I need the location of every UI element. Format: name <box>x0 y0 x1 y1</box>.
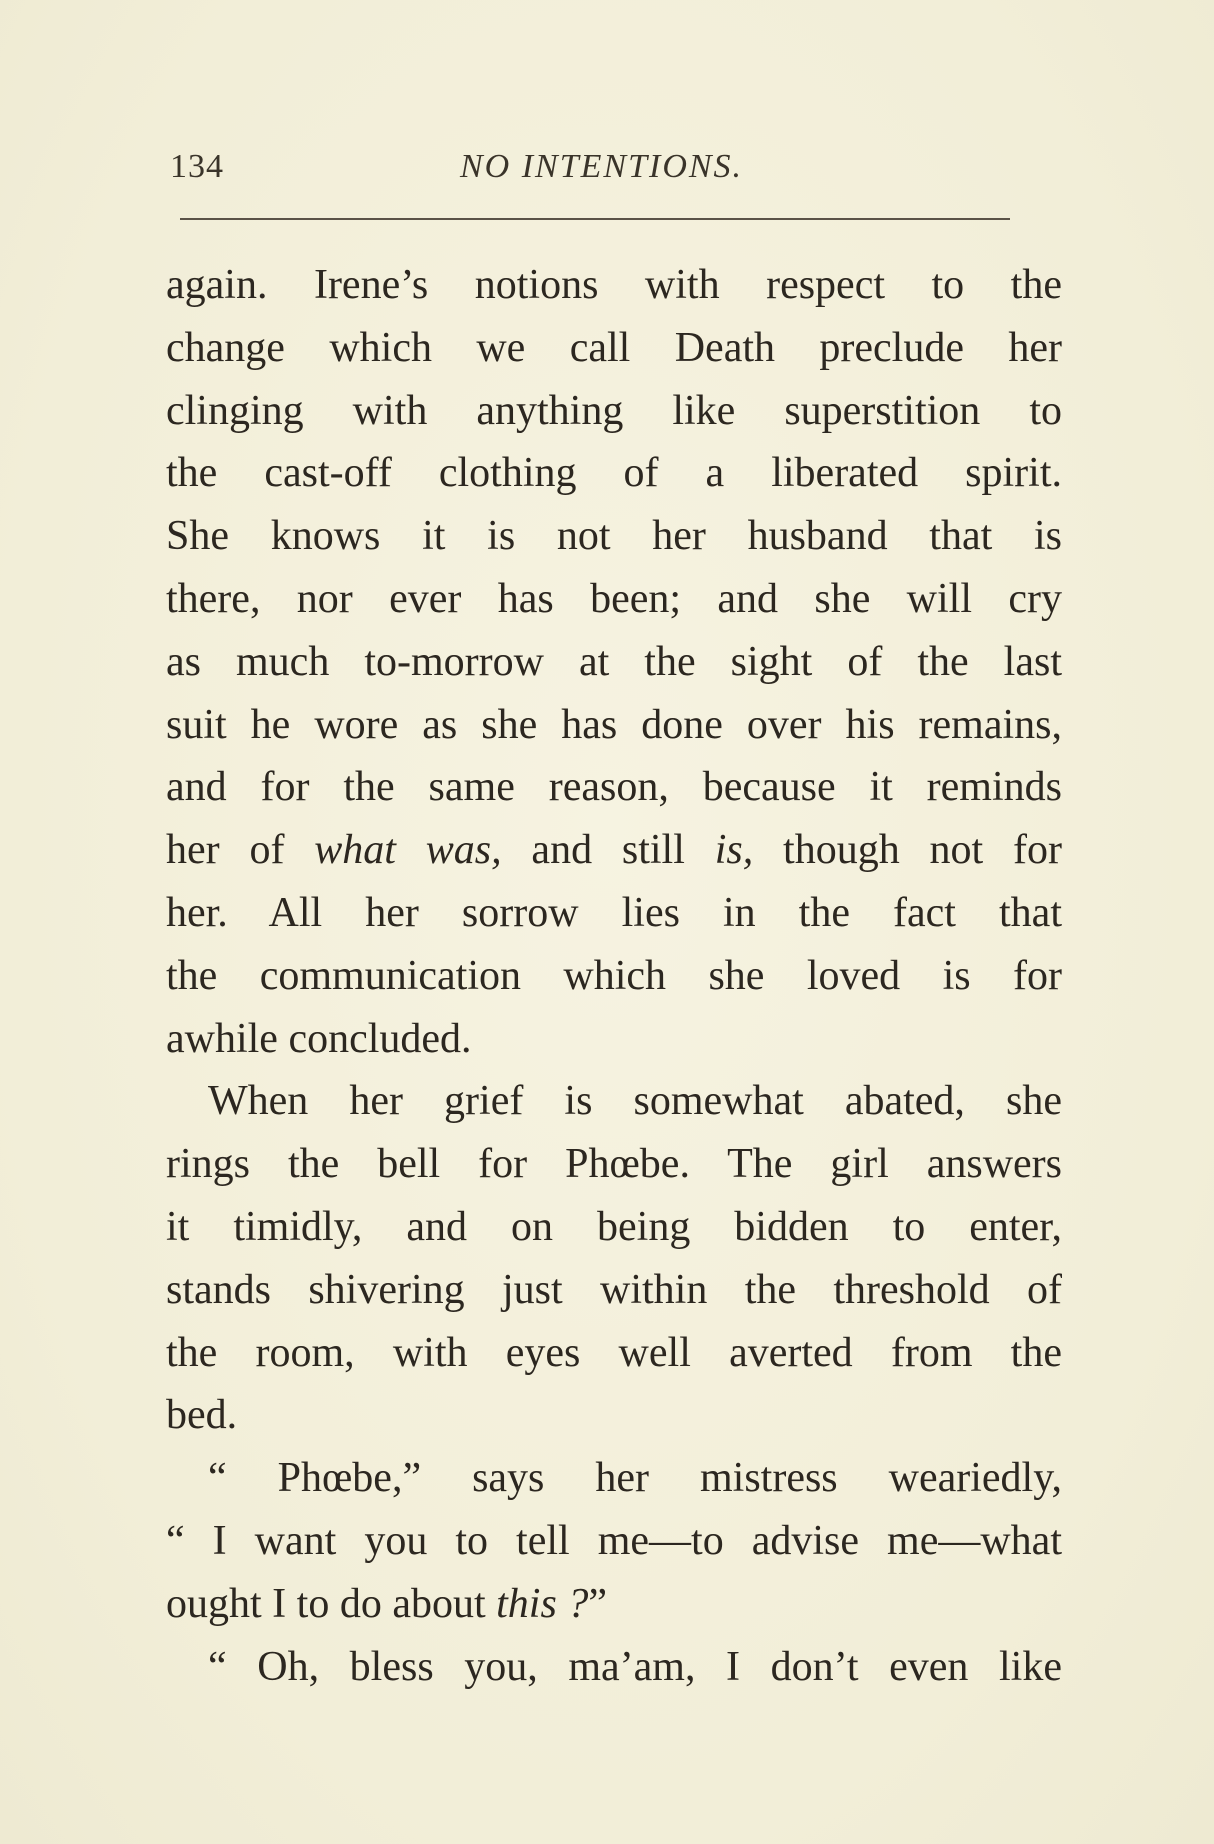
header-rule <box>180 218 1010 220</box>
text-line-with-italics <box>166 1573 1062 1636</box>
text-line: awhile concluded. <box>166 1015 472 1062</box>
text-line: stands shivering just within the threshold of <box>166 1266 1062 1313</box>
italic-text-run: this ? <box>496 1580 589 1627</box>
text-run: her of <box>166 827 315 874</box>
text-line: rings the bell for Phœbe. The girl answers <box>166 1141 1062 1188</box>
italic-text-run: is, <box>714 827 754 874</box>
italic-text-run: what was, <box>314 827 502 874</box>
page-number: 134 <box>170 148 224 185</box>
text-line: again. Irene’s notions with respect to the <box>166 262 1062 308</box>
text-run: and still <box>501 827 715 874</box>
page-header <box>170 140 1040 200</box>
text-line: it timidly, and on being bidden to enter, <box>166 1203 1062 1250</box>
text-line: the room, with eyes well averted from the <box>166 1329 1062 1376</box>
text-line: the cast-off clothing of a liberated spirit. <box>166 450 1062 497</box>
text-line: the communication which she loved is for <box>166 952 1062 999</box>
text-line: suit he wore as she has done over his remains, <box>166 701 1062 748</box>
text-line: “ I want you to tell me—to advise me—what <box>166 1517 1062 1564</box>
text-run: ought I to do about <box>166 1580 497 1627</box>
paragraph-start-line: “ Oh, bless you, ma’am, I don’t even like <box>208 1643 1062 1690</box>
text-line: She knows it is not her husband that is <box>166 513 1062 560</box>
body-text <box>166 254 1062 1698</box>
text-run: though not for <box>753 827 1062 874</box>
text-line: change which we call Death preclude her <box>166 324 1062 371</box>
text-line: there, nor ever has been; and she will cry <box>166 575 1062 622</box>
paragraph-start-line: “ Phœbe,” says her mistress weariedly, <box>208 1455 1062 1502</box>
text-line: as much to-morrow at the sight of the last <box>166 638 1062 685</box>
paragraph-start-line: When her grief is somewhat abated, she <box>208 1078 1062 1125</box>
text-line-with-italics <box>166 819 1062 882</box>
text-line: and for the same reason, because it reminds <box>166 764 1062 811</box>
running-title: NO INTENTIONS. <box>460 148 744 185</box>
text-run: ” <box>588 1580 607 1627</box>
text-line: bed. <box>166 1392 238 1439</box>
text-line: clinging with anything like superstition to <box>166 387 1062 434</box>
text-line: her. All her sorrow lies in the fact that <box>166 889 1062 936</box>
